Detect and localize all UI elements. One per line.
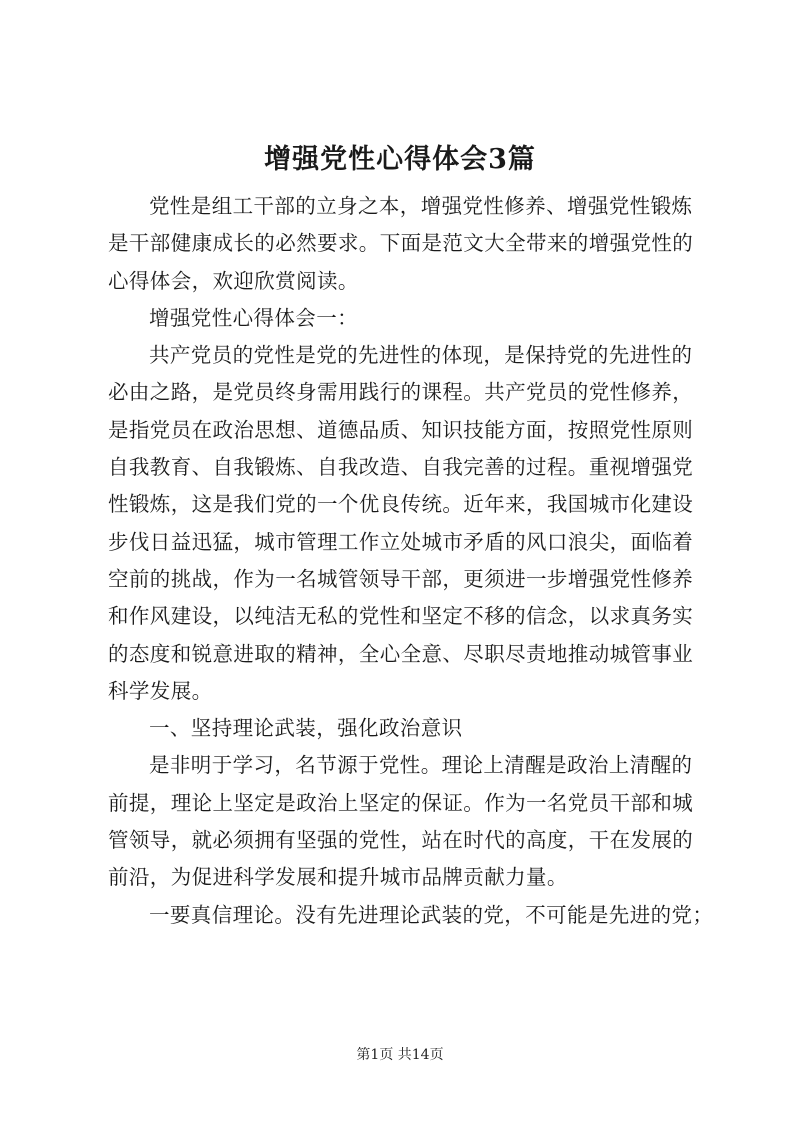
text-line: 管领导，就必须拥有坚强的党性，站在时代的高度，干在发展的: [108, 828, 694, 853]
text-line: 步伐日益迅猛，城市管理工作立处城市矛盾的风口浪尖，面临着: [108, 529, 694, 554]
text-line: 共产党员的党性是党的先进性的体现，是保持党的先进性的: [149, 343, 693, 368]
text-line: 性锻炼，这是我们党的一个优良传统。近年来，我国城市化建设: [108, 492, 694, 517]
text-line: 是指党员在政治思想、道德品质、知识技能方面，按照党性原则: [108, 417, 694, 442]
document-body: [108, 188, 714, 934]
text-line: 心得体会，欢迎欣赏阅读。: [108, 268, 359, 293]
text-line: 是干部健康成长的必然要求。下面是范文大全带来的增强党性的: [108, 231, 694, 256]
text-line: 空前的挑战，作为一名城管领导干部，更须进一步增强党性修养: [108, 566, 694, 591]
document-title: 增强党性心得体会3篇: [264, 144, 536, 175]
text-line: 前沿，为促进科学发展和提升城市品牌贡献力量。: [108, 865, 568, 890]
page-indicator: 第1页 共14页: [356, 1047, 444, 1063]
text-line: 和作风建设，以纯洁无私的党性和坚定不移的信念，以求真务实: [108, 604, 694, 629]
text-line: 一要真信理论。没有先进理论武装的党，不可能是先进的党；: [149, 902, 714, 927]
text-line: 的态度和锐意进取的精神，全心全意、尽职尽责地推动城管事业: [108, 641, 694, 666]
text-line: 前提，理论上坚定是政治上坚定的保证。作为一名党员干部和城: [108, 790, 694, 815]
section-heading: 一、坚持理论武装，强化政治意识: [149, 716, 463, 741]
text-line: 科学发展。: [108, 678, 213, 703]
text-line: 必由之路，是党员终身需用践行的课程。共产党员的党性修养，: [108, 380, 694, 405]
text-line: 是非明于学习，名节源于党性。理论上清醒是政治上清醒的: [149, 753, 693, 778]
text-line: 党性是组工干部的立身之本，增强党性修养、增强党性锻炼: [149, 194, 693, 218]
text-line: 自我教育、自我锻炼、自我改造、自我完善的过程。重视增强党: [108, 455, 694, 480]
section-heading: 增强党性心得体会一：: [149, 305, 358, 330]
